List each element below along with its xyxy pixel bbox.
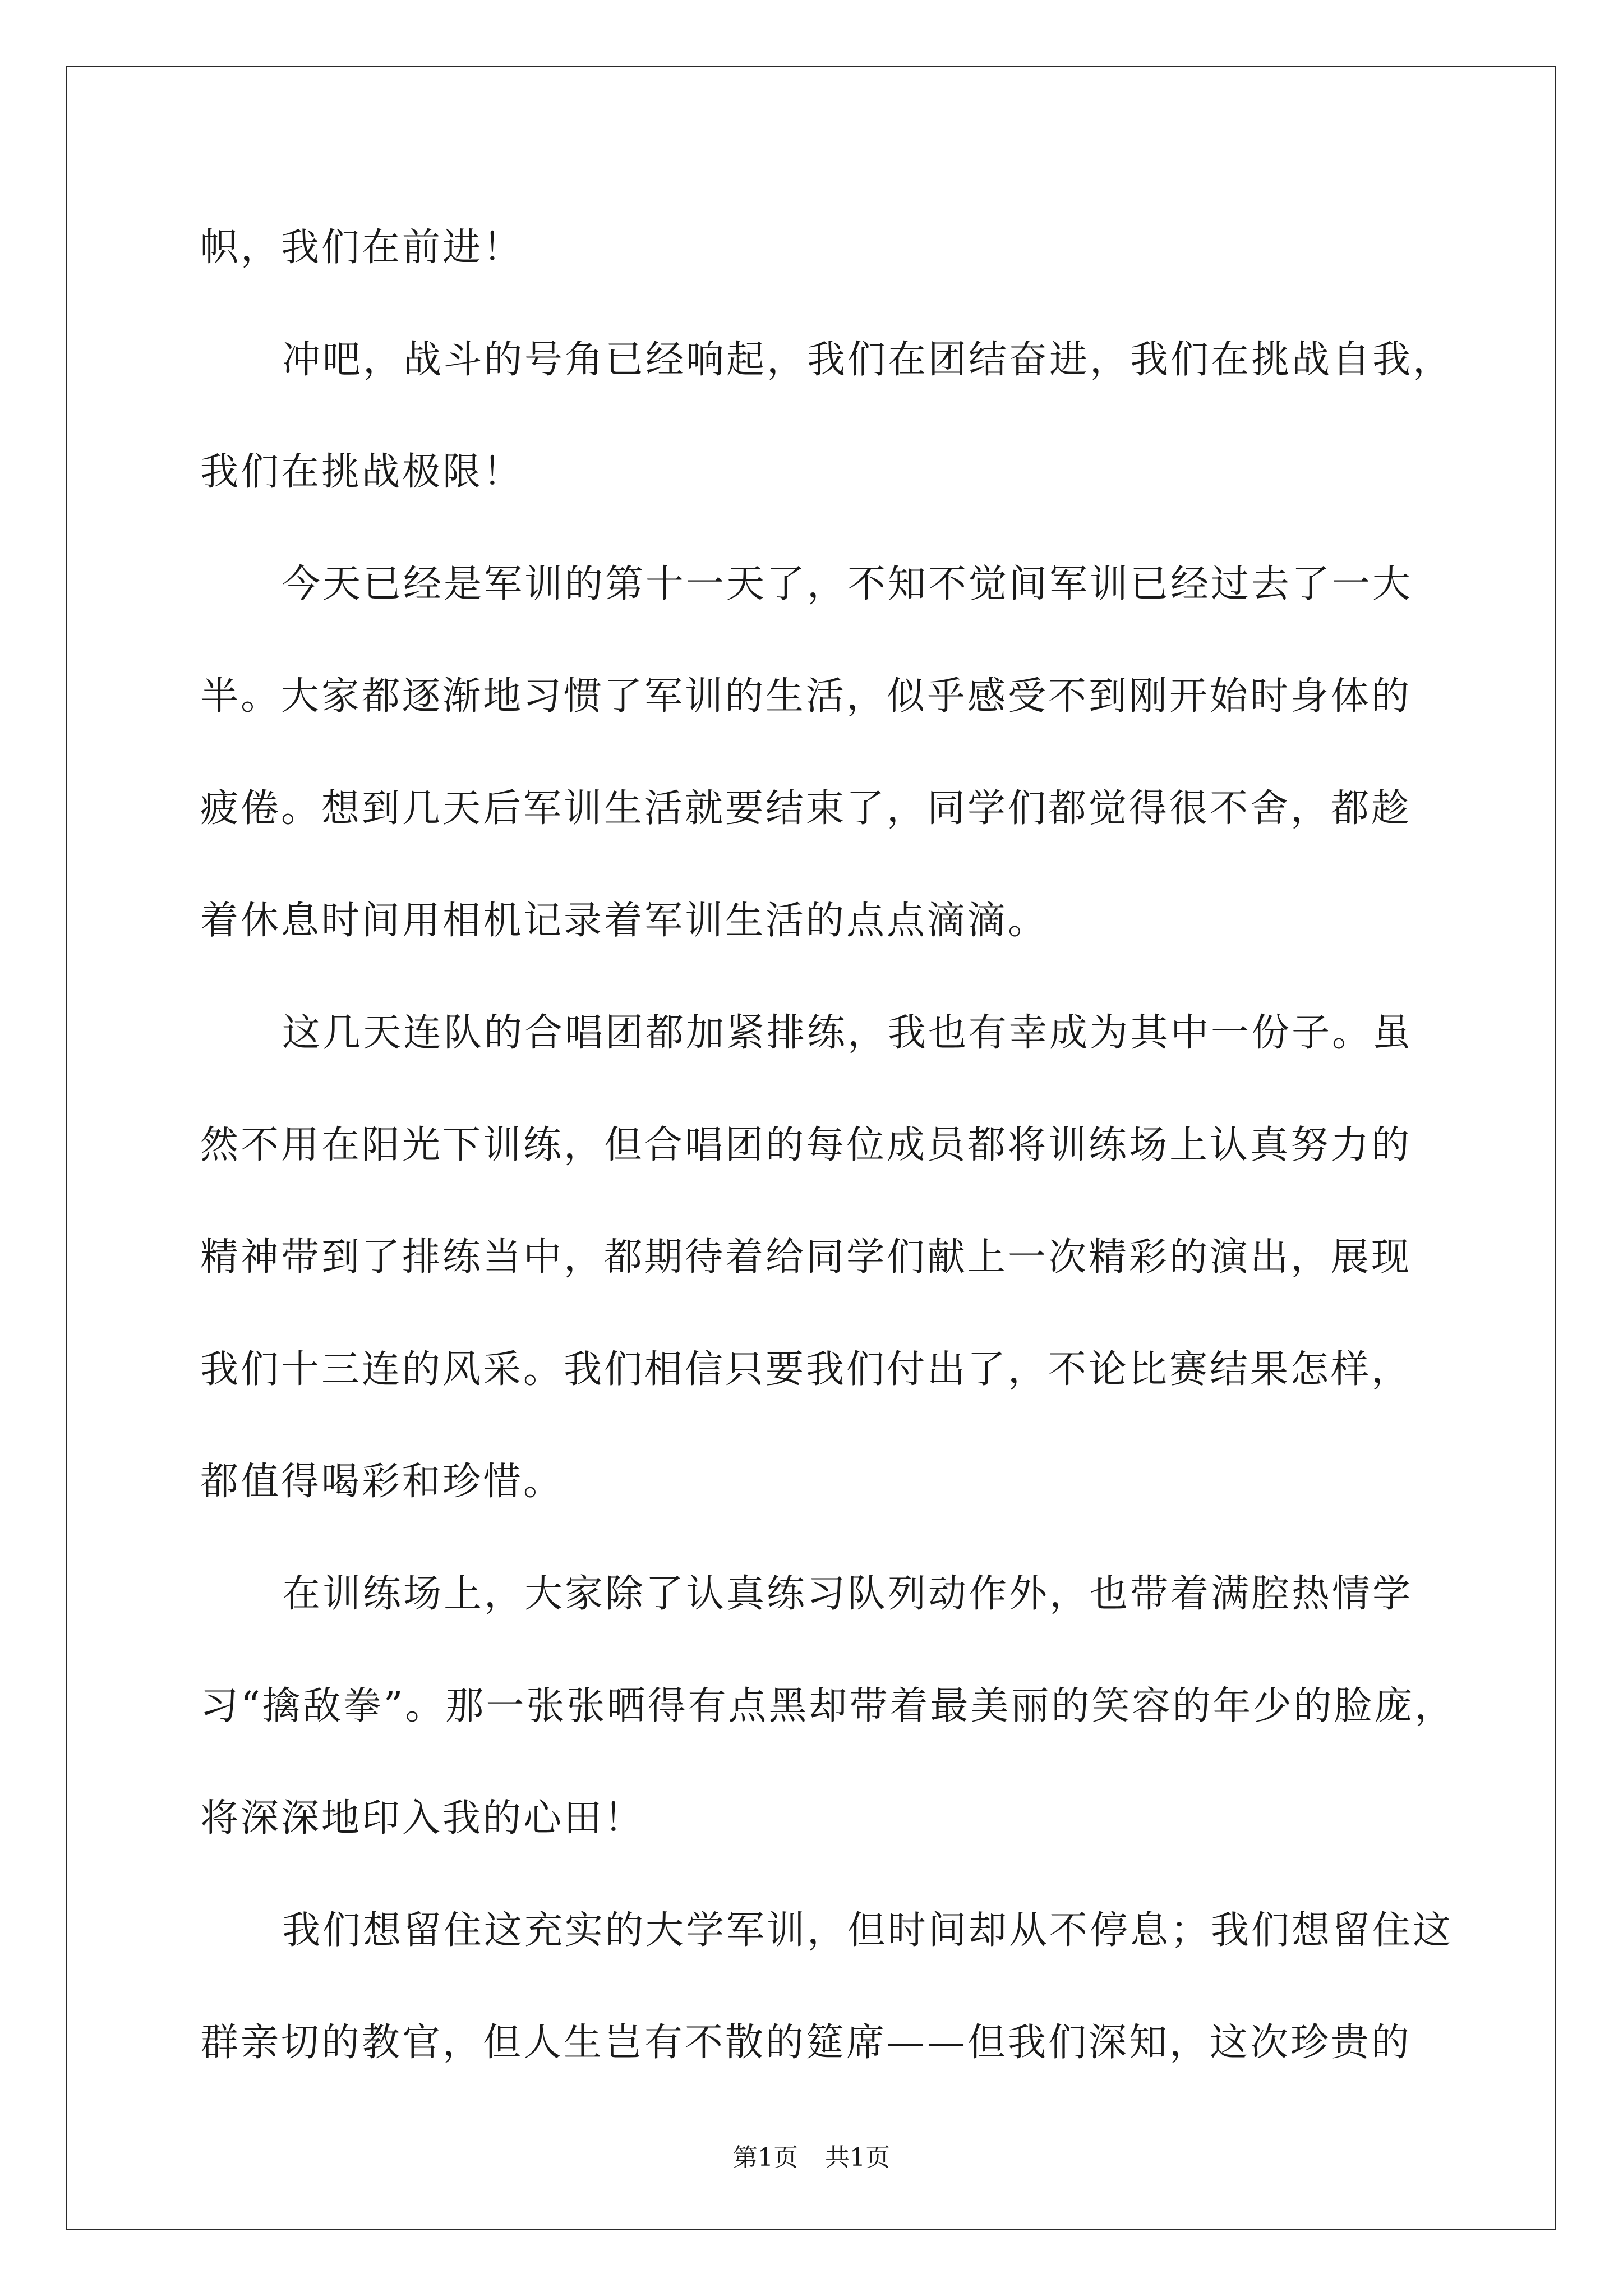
page-total: 共1页 xyxy=(825,2143,890,2172)
text-line: 帜，我们在前进！ xyxy=(200,226,524,270)
page-number: 第1页 xyxy=(733,2143,798,2172)
page-footer xyxy=(0,2141,1623,2175)
paragraph-start-line: 冲吧，战斗的号角已经响起，我们在团结奋进，我们在挑战自我， xyxy=(282,338,1454,382)
text-line: 群亲切的教官，但人生岂有不散的筵席——但我们深知，这次珍贵的 xyxy=(200,2021,1412,2065)
text-line: 着休息时间用相机记录着军训生活的点点滴滴。 xyxy=(200,899,1049,943)
text-line: 我们十三连的风采。我们相信只要我们付出了，不论比赛结果怎样， xyxy=(200,1347,1412,1392)
text-line: 精神带到了排练当中，都期待着给同学们献上一次精彩的演出，展现 xyxy=(200,1235,1412,1280)
text-line: 疲倦。想到几天后军训生活就要结束了，同学们都觉得很不舍，都趁 xyxy=(200,786,1412,831)
text-line: 都值得喝彩和珍惜。 xyxy=(200,1460,564,1504)
text-line: 习“擒敌拳”。那一张张晒得有点黑却带着最美丽的笑容的年少的脸庞， xyxy=(200,1684,1455,1728)
paragraph-start-line: 今天已经是军训的第十一天了，不知不觉间军训已经过去了一大 xyxy=(282,562,1413,606)
text-line: 将深深地印入我的心田！ xyxy=(200,1796,645,1841)
text-line: 我们在挑战极限！ xyxy=(200,450,524,494)
paragraph-start-line: 在训练场上，大家除了认真练习队列动作外，也带着满腔热情学 xyxy=(282,1572,1413,1616)
text-line: 然不用在阳光下训练，但合唱团的每位成员都将训练场上认真努力的 xyxy=(200,1123,1412,1167)
paragraph-start-line: 这几天连队的合唱团都加紧排练，我也有幸成为其中一份子。虽 xyxy=(282,1011,1413,1055)
document-body xyxy=(200,217,1455,2124)
paragraph-start-line: 我们想留住这充实的大学军训，但时间却从不停息；我们想留住这 xyxy=(282,1908,1454,1953)
text-line: 半。大家都逐渐地习惯了军训的生活，似乎感受不到刚开始时身体的 xyxy=(200,674,1412,719)
